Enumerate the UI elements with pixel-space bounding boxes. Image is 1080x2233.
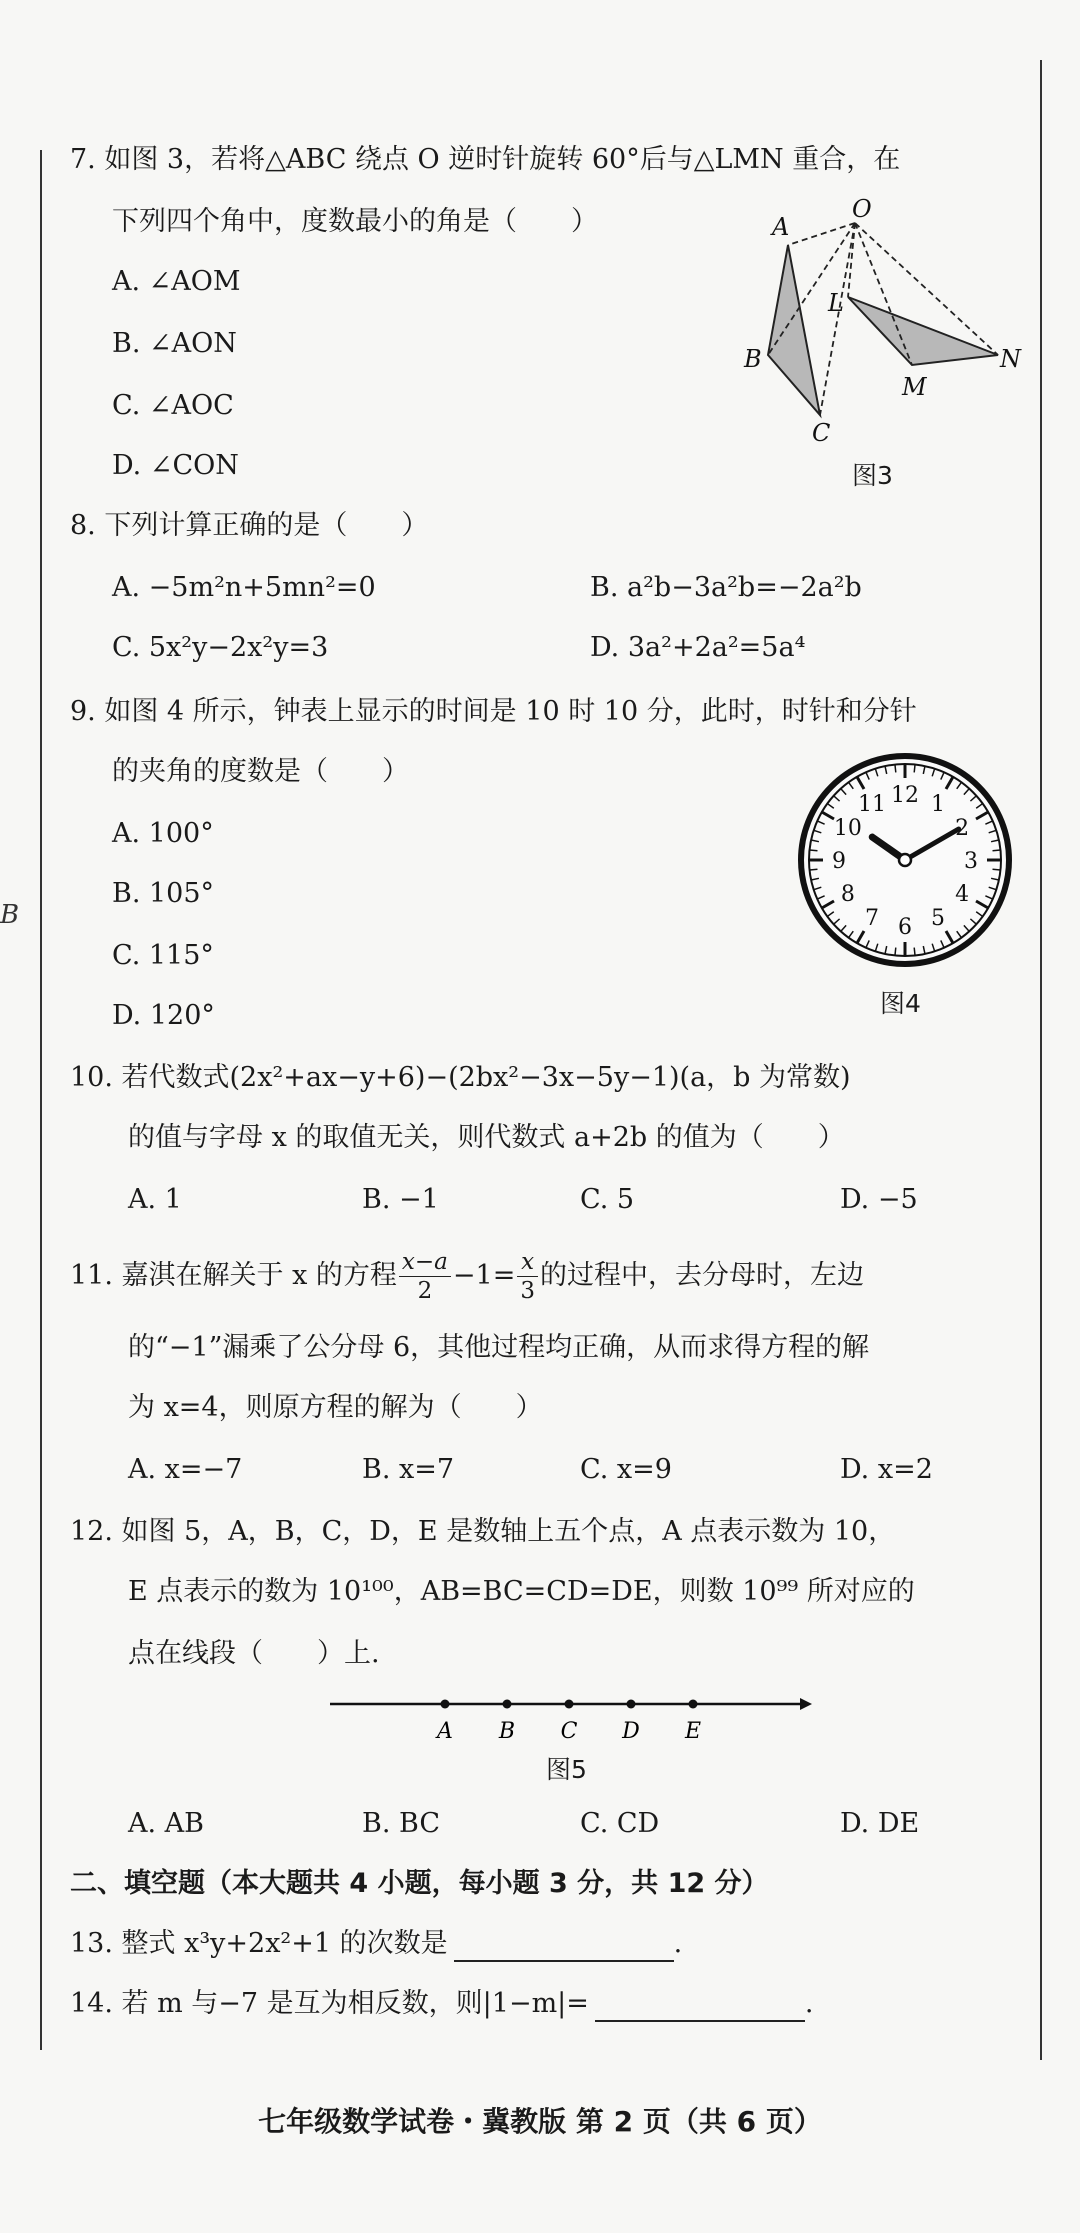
q11-fraction-1 — [399, 1248, 451, 1305]
clock-tick — [895, 765, 896, 773]
number-line-point — [565, 1700, 574, 1709]
q11-option-d: D. x=2 — [840, 1454, 933, 1485]
triangle-abc — [768, 245, 820, 415]
clock-number: 1 — [931, 791, 945, 817]
q7-option-b: B. ∠AON — [112, 328, 237, 359]
number-line-point-label: D — [622, 1719, 640, 1744]
number-line-point — [441, 1700, 450, 1709]
q11-frac1-denominator: 2 — [417, 1278, 433, 1304]
figure-5-number-line — [330, 1688, 810, 1748]
clock-tick — [914, 948, 915, 956]
figure-3-caption: 图3 — [852, 461, 893, 490]
q11-frac2-numerator: x — [517, 1248, 538, 1277]
number-line-arrow — [800, 1698, 812, 1710]
q12-option-b: B. BC — [362, 1808, 441, 1839]
clock-tick — [993, 869, 1001, 870]
q10-option-c: C. 5 — [580, 1184, 635, 1215]
clock-number: 9 — [832, 849, 846, 874]
q9-option-a: A. 100° — [112, 818, 214, 849]
number-line-point — [627, 1700, 636, 1709]
q8-option-b: B. a²b−3a²b=−2a²b — [590, 572, 862, 603]
label-m: M — [902, 373, 927, 401]
q11-frac1-numerator: x−a — [399, 1248, 451, 1277]
q10-stem-line1: 10. 若代数式(2x²+ax−y+6)−(2bx²−3x−5y−1)(a，b 为常数) — [70, 1062, 851, 1093]
right-margin-rule — [1040, 60, 1042, 2060]
clock-number: 3 — [964, 849, 978, 874]
q10-option-d: D. −5 — [840, 1184, 918, 1215]
number-line-points — [435, 1700, 701, 1745]
q13-period: . — [673, 1928, 683, 1959]
q11-option-c: C. x=9 — [580, 1454, 672, 1485]
label-a: A — [772, 213, 790, 241]
q10-stem-line2: 的值与字母 x 的取值无关，则代数式 a+2b 的值为（ ） — [128, 1122, 845, 1153]
q10-option-a: A. 1 — [128, 1184, 182, 1215]
q11-stem-line2: 的“−1”漏乘了公分母 6，其他过程均正确，从而求得方程的解 — [128, 1332, 870, 1363]
q12-option-c: C. CD — [580, 1808, 660, 1839]
clock-number: 8 — [840, 882, 855, 907]
label-b: B — [744, 345, 762, 373]
q11-prefix: 11. 嘉淇在解关于 x 的方程 — [70, 1260, 397, 1291]
number-line-point-label: A — [437, 1719, 453, 1744]
q8-option-a: A. −5m²n+5mn²=0 — [112, 572, 376, 603]
clock-number: 12 — [891, 783, 919, 808]
clock-tick — [810, 850, 818, 851]
q9-stem-line1: 9. 如图 4 所示，钟表上显示的时间是 10 时 10 分，此时，时针和分针 — [70, 696, 917, 727]
clock-tick — [914, 765, 915, 773]
section-2-title: 二、填空题（本大题共 4 小题，每小题 3 分，共 12 分） — [70, 1868, 769, 1899]
clock-number: 11 — [858, 791, 886, 817]
q8-option-d: D. 3a²+2a²=5a⁴ — [590, 632, 806, 663]
clock-number: 5 — [931, 906, 945, 932]
label-c: C — [812, 419, 831, 447]
q9-option-d: D. 120° — [112, 1000, 215, 1031]
figure-5-caption: 图5 — [546, 1755, 587, 1784]
clock-number: 2 — [955, 816, 970, 841]
clock-number: 7 — [865, 906, 879, 932]
q13-stem: 13. 整式 x³y+2x²+1 的次数是 — [70, 1928, 448, 1959]
q11-fraction-2 — [517, 1248, 538, 1305]
q12-option-d: D. DE — [840, 1808, 920, 1839]
label-n: N — [1000, 345, 1021, 373]
q11-middle: −1= — [452, 1260, 516, 1291]
clock-number: 4 — [955, 882, 970, 907]
q7-option-d: D. ∠CON — [112, 450, 239, 481]
q14-stem: 14. 若 m 与−7 是互为相反数，则|1−m|= — [70, 1988, 589, 2019]
margin-mark: B — [0, 900, 20, 930]
q8-stem: 8. 下列计算正确的是（ ） — [70, 510, 429, 541]
q7-option-c: C. ∠AOC — [112, 390, 234, 421]
number-line-point — [503, 1700, 512, 1709]
label-l: L — [828, 289, 844, 317]
clock-tick — [993, 850, 1001, 851]
q9-option-c: C. 115° — [112, 940, 214, 971]
page-footer: 七年级数学试卷・冀教版 第 2 页（共 6 页） — [258, 2105, 822, 2138]
triangle-lmn — [848, 297, 998, 365]
number-line-point — [689, 1700, 698, 1709]
q9-option-b: B. 105° — [112, 878, 215, 909]
q11-suffix: 的过程中，去分母时，左边 — [539, 1260, 864, 1291]
q10-option-b: B. −1 — [362, 1184, 439, 1215]
number-line-point-label: B — [498, 1719, 516, 1744]
q12-stem-line3: 点在线段（ ）上. — [128, 1638, 380, 1669]
q11-option-a: A. x=−7 — [128, 1454, 243, 1485]
left-margin-rule — [40, 150, 42, 2050]
q13 — [70, 1926, 682, 1962]
clock-number: 10 — [833, 816, 862, 841]
q12-stem-line1: 12. 如图 5，A，B，C，D，E 是数轴上五个点，A 点表示数为 10， — [70, 1516, 896, 1547]
q13-answer-blank[interactable] — [454, 1932, 674, 1962]
q8-option-c: C. 5x²y−2x²y=3 — [112, 632, 329, 663]
q7-option-a: A. ∠AOM — [112, 266, 241, 297]
q9-stem-line2: 的夹角的度数是（ ） — [112, 756, 409, 787]
q14-period: . — [804, 1988, 814, 2019]
clock-tick — [810, 869, 818, 870]
q7-stem-line1: 7. 如图 3，若将△ABC 绕点 O 逆时针旋转 60°后与△LMN 重合，在 — [70, 144, 901, 175]
clock-number: 6 — [898, 915, 912, 940]
q11-stem-line1 — [70, 1248, 864, 1305]
clock-center — [899, 854, 911, 866]
q11-option-b: B. x=7 — [362, 1454, 455, 1485]
number-line-point-label: E — [684, 1719, 702, 1744]
q11-frac2-denominator: 3 — [520, 1278, 535, 1304]
q7-stem-line2: 下列四个角中，度数最小的角是（ ） — [112, 206, 598, 237]
label-o: O — [852, 195, 872, 223]
figure-4-clock — [795, 750, 1015, 970]
number-line-point-label: C — [560, 1719, 578, 1744]
q14 — [70, 1986, 814, 2022]
figure-4-caption: 图4 — [880, 989, 921, 1018]
q12-stem-line2: E 点表示的数为 10¹⁰⁰，AB=BC=CD=DE，则数 10⁹⁹ 所对应的 — [128, 1576, 915, 1607]
clock-tick — [895, 948, 896, 956]
q14-answer-blank[interactable] — [595, 1992, 805, 2022]
q12-option-a: A. AB — [128, 1808, 205, 1839]
figure-3-rotation-diagram — [730, 195, 1030, 447]
q11-stem-line3: 为 x=4，则原方程的解为（ ） — [128, 1392, 543, 1423]
